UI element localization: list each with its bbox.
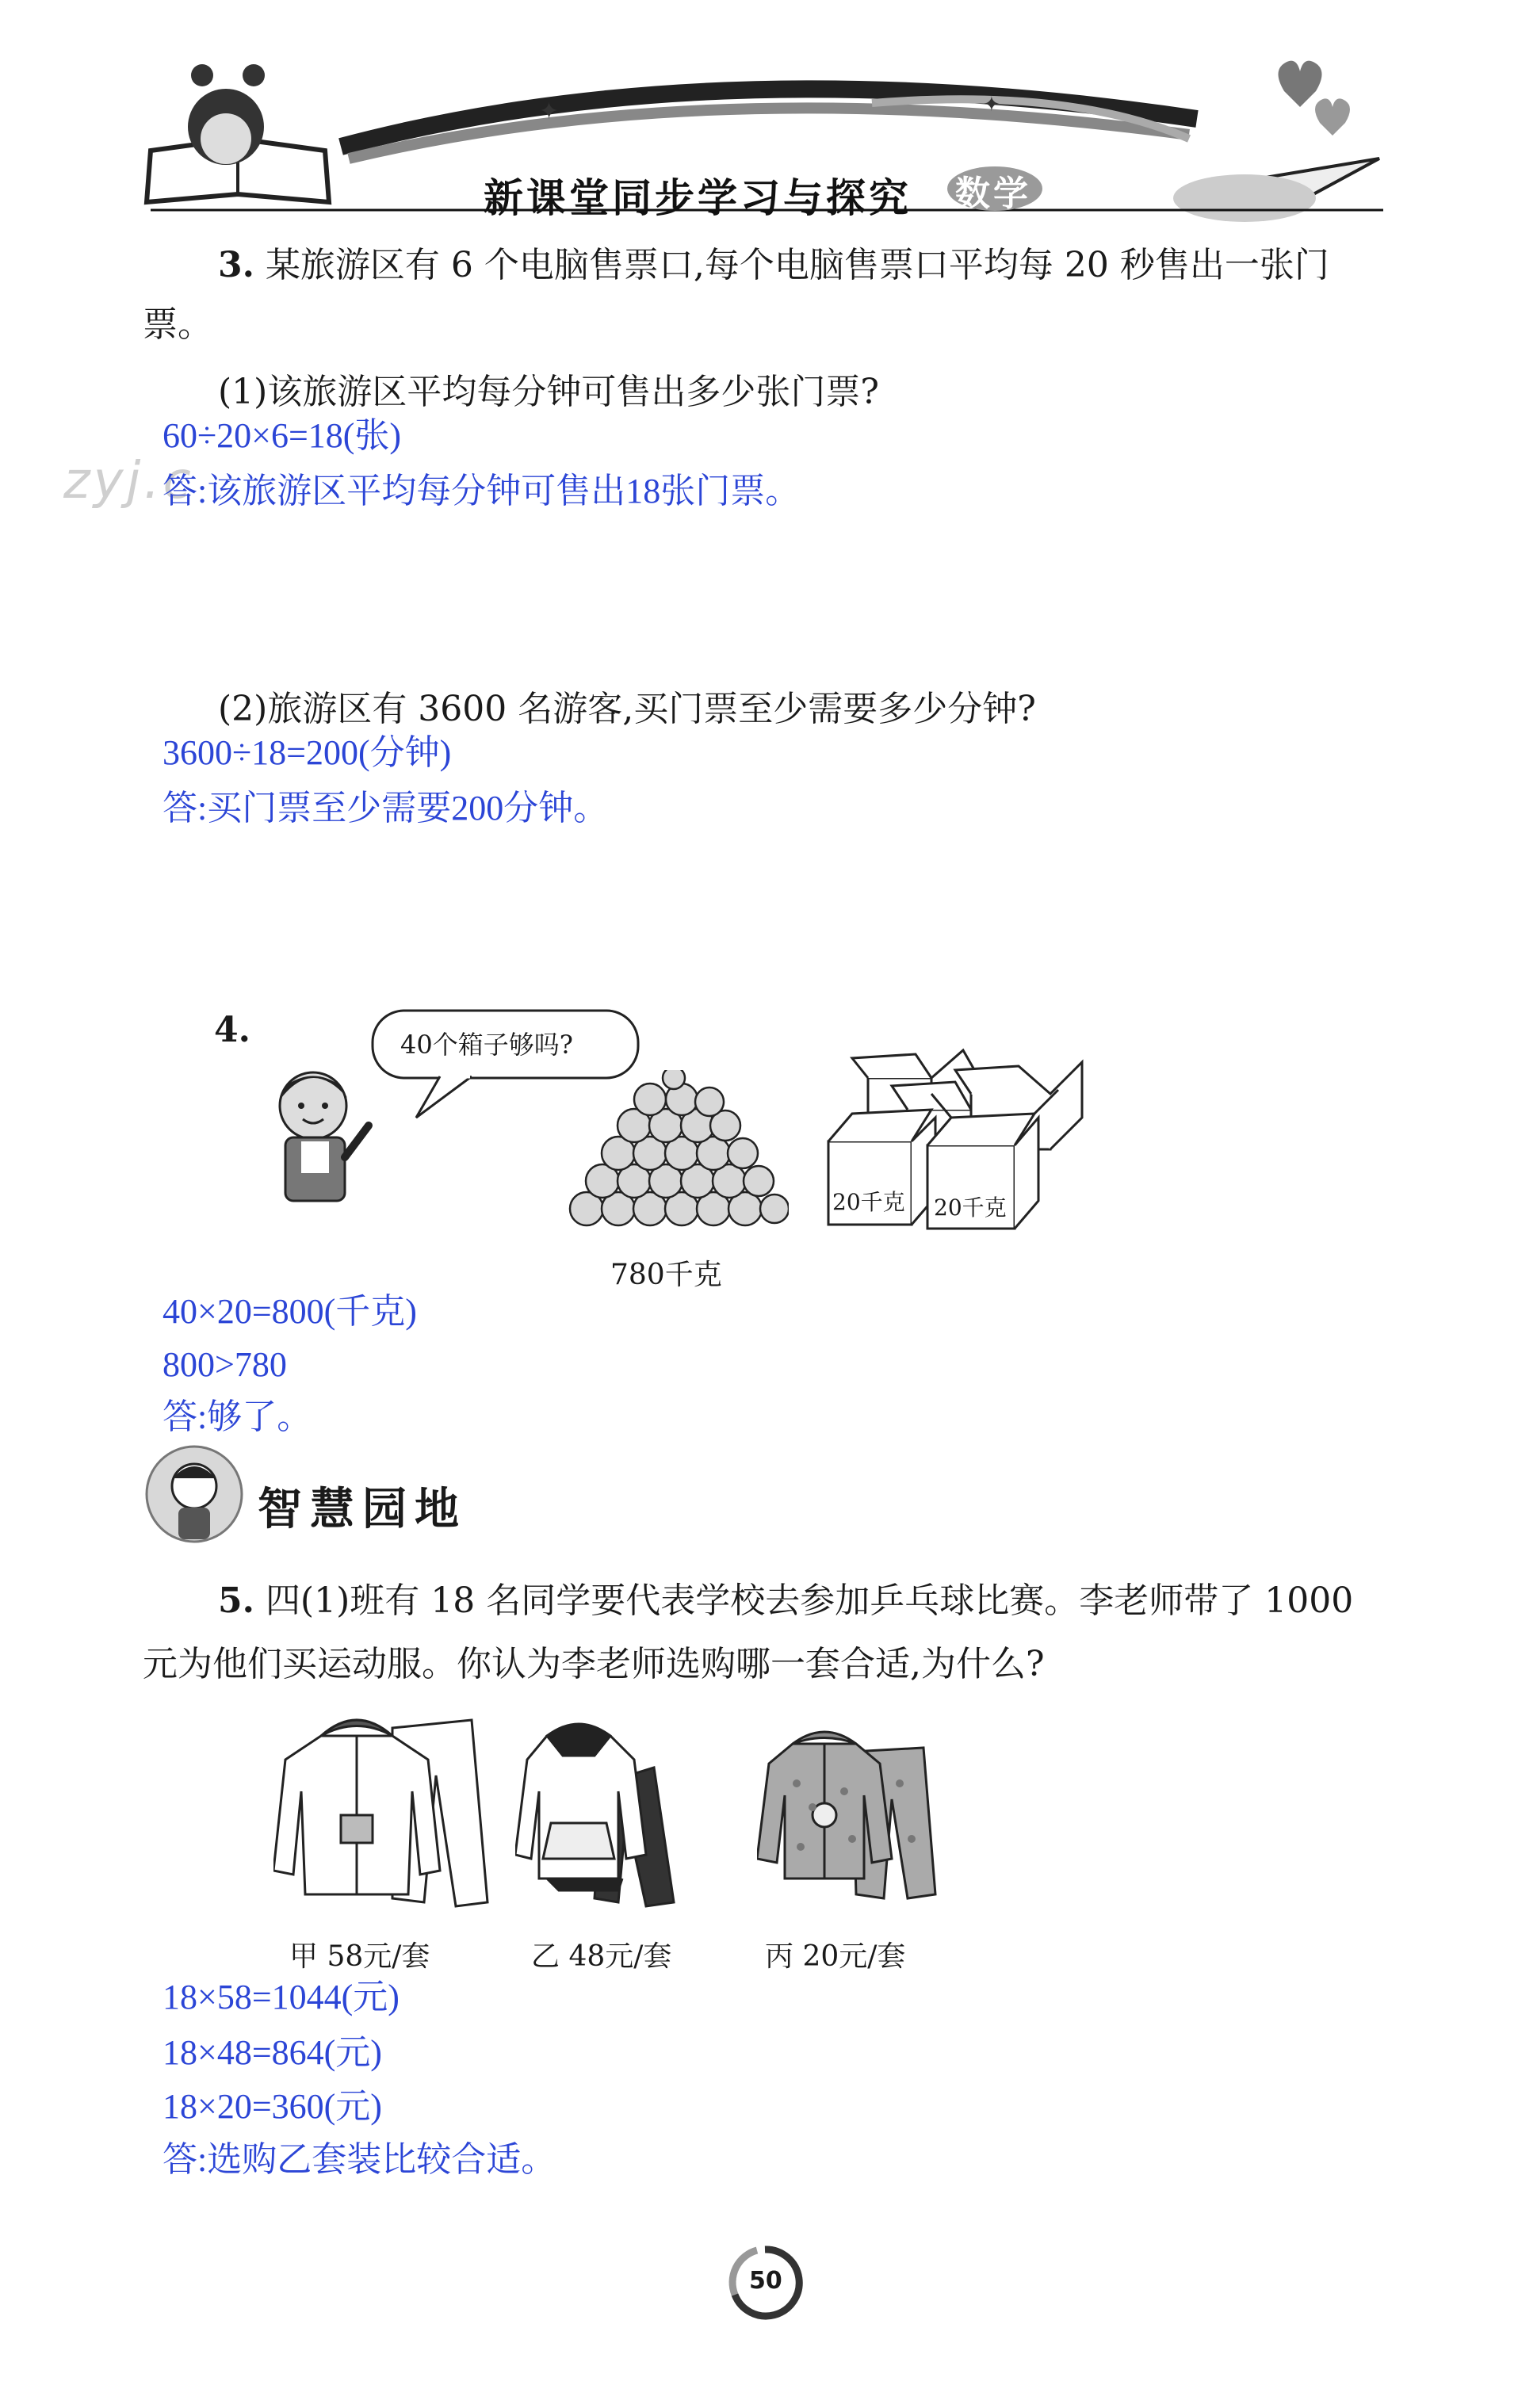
q4-answer-compare: 800>780 xyxy=(163,1345,287,1384)
page-number: 50 xyxy=(749,2267,782,2295)
q3-number: 3. xyxy=(218,245,254,285)
section-title: 智慧园地 xyxy=(258,1484,467,1535)
box-label-1: 20千克 xyxy=(832,1189,905,1215)
page-header xyxy=(0,0,1518,238)
header-subject: 数学 xyxy=(955,174,1031,214)
outfit-a-illustration xyxy=(273,1704,503,1918)
svg-text:✦: ✦ xyxy=(983,93,1000,117)
q5-text-2: 元为他们买运动服。你认为李老师选购哪一套合适,为什么? xyxy=(143,1644,1045,1684)
outfit-b-illustration xyxy=(515,1720,682,1910)
header-title: 新课堂同步学习与探究 xyxy=(484,175,912,221)
outfit-a-caption: 甲 58元/套 xyxy=(289,1940,430,1973)
q4-answer-text: 答:够了。 xyxy=(163,1397,312,1436)
apple-pile xyxy=(567,1070,789,1229)
q3-answer2-calc: 3600÷18=200(分钟) xyxy=(163,733,452,772)
outfit-b-caption: 乙 48元/套 xyxy=(531,1940,672,1973)
q5-line1 xyxy=(218,1577,1353,1625)
box-label-2: 20千克 xyxy=(934,1194,1007,1221)
q3-sub1: (1)该旅游区平均每分钟可售出多少张门票? xyxy=(218,372,879,412)
q3-sub2: (2)旅游区有 3600 名游客,买门票至少需要多少分钟? xyxy=(218,689,1036,729)
q5-text-1: 四(1)班有 18 名同学要代表学校去参加乒乓球比赛。李老师带了 1000 xyxy=(265,1580,1354,1621)
q5-number: 5. xyxy=(218,1580,254,1621)
q3-text-2: 票。 xyxy=(143,304,212,345)
speech-bubble-text: 40个箱子够吗? xyxy=(400,1030,573,1060)
outfit-c-illustration xyxy=(757,1720,939,1910)
q3-line1 xyxy=(218,242,1329,289)
section-badge-icon xyxy=(143,1443,250,1546)
q3-answer1-text: 答:该旅游区平均每分钟可售出18张门票。 xyxy=(163,472,801,510)
watermark: zyj.c xyxy=(63,452,194,510)
q5-answer-calc-a: 18×58=1044(元) xyxy=(163,1978,400,2016)
q5-answer-text: 答:选购乙套装比较合适。 xyxy=(163,2140,556,2179)
q4-answer-calc: 40×20=800(千克) xyxy=(163,1292,417,1331)
apples-caption: 780千克 xyxy=(610,1259,722,1291)
q3-answer2-text: 答:买门票至少需要200分钟。 xyxy=(163,789,609,828)
boy-illustration xyxy=(262,1062,380,1213)
q3-answer1-calc: 60÷20×6=18(张) xyxy=(163,416,402,455)
q5-answer-calc-c: 18×20=360(元) xyxy=(163,2087,382,2126)
q4-number: 4. xyxy=(214,1010,250,1050)
svg-text:✦: ✦ xyxy=(539,97,560,125)
q5-answer-calc-b: 18×48=864(元) xyxy=(163,2033,382,2072)
outfit-c-caption: 丙 20元/套 xyxy=(765,1940,906,1973)
q3-text-1: 某旅游区有 6 个电脑售票口,每个电脑售票口平均每 20 秒售出一张门 xyxy=(265,245,1329,285)
